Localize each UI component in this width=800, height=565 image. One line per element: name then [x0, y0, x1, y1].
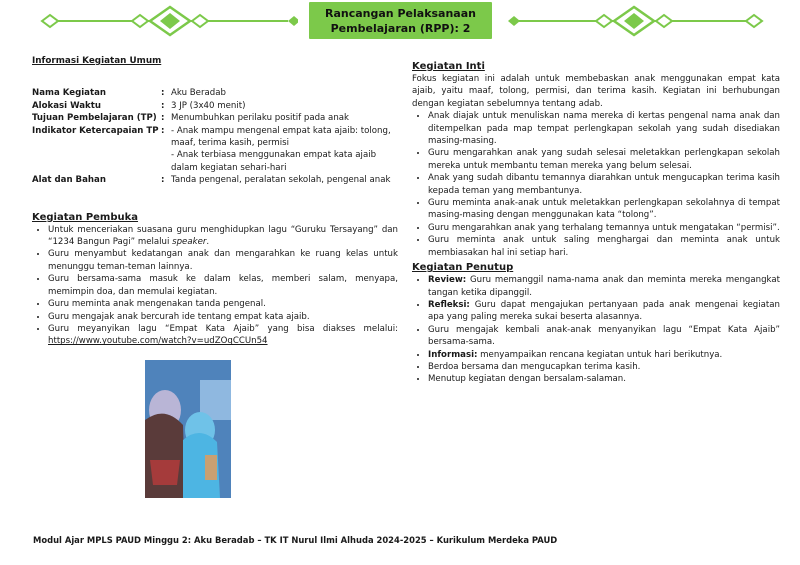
- penutup-list: [412, 274, 780, 386]
- list-item: • Guru mengajak anak bercurah ide tentang empat kata ajaib.: [48, 311, 398, 323]
- info-label: Nama Kegiatan: [32, 88, 106, 99]
- classroom-photo: [145, 360, 231, 498]
- list-item: • Review: Guru memanggil nama-nama anak dan meminta mereka mengangkat tangan ketika dipanggil.: [428, 274, 780, 299]
- list-item: • Informasi: menyampaikan rencana kegiatan untuk hari berikutnya.: [428, 349, 780, 361]
- list-item: • Guru menyambut kedatangan anak dan mengarahkan ke ruang kelas untuk menunggu teman-teman lainnya.: [48, 248, 398, 273]
- title-line-2: Pembelajaran (RPP): 2: [330, 21, 471, 35]
- info-value-2: - Anak terbiasa menggunakan empat kata ajaib dalam kegiatan sehari-hari: [171, 150, 377, 173]
- info-label: Tujuan Pembelajaran (TP): [32, 113, 157, 124]
- right-ornament: [506, 5, 772, 37]
- info-row-tujuan: Tujuan Pembelajaran (TP) : Menumbuhkan perilaku positif pada anak: [32, 112, 398, 124]
- info-value: Aku Beradab: [171, 88, 226, 99]
- penutup-heading: Kegiatan Penutup: [412, 262, 514, 274]
- list-item: • Guru meyanyikan lagu “Empat Kata Ajaib” yang bisa diakses melalui: https://www.youtube.com/watch?v=udZOqCCUn54: [48, 323, 398, 348]
- info-value: Menumbuhkan perilaku positif pada anak: [171, 113, 350, 124]
- list-item: • Untuk menceriakan suasana guru menghidupkan lagu “Guruku Tersayang” dan “1234 Bangun Pagi” melalui speaker.: [48, 224, 398, 249]
- list-item: • Guru meminta anak mengenakan tanda pengenal.: [48, 298, 398, 310]
- list-item: • Guru meminta anak-anak untuk meletakkan perlengkapan sekolahnya di tempat masing-masing dengan menggunakan kata “tolong”.: [428, 197, 780, 222]
- list-item: • Refleksi: Guru dapat mengajukan pertanyaan pada anak mengenai kegiatan apa yang paling mereka sukai beserta alasannya.: [428, 299, 780, 324]
- info-row-alokasi: Alokasi Waktu : 3 JP (3x40 menit): [32, 100, 398, 112]
- info-value: Tanda pengenal, peralatan sekolah, pengenal anak: [171, 175, 391, 186]
- info-row-nama: Nama Kegiatan : Aku Beradab: [32, 87, 398, 99]
- list-item: • Guru mengarahkan anak yang terhalang temannya untuk mengatakan “permisi”.: [428, 222, 780, 234]
- left-ornament: [32, 5, 298, 37]
- info-row-alat: Alat dan Bahan : Tanda pengenal, peralatan sekolah, pengenal anak: [32, 174, 398, 186]
- right-column: [412, 60, 780, 386]
- info-label: Alat dan Bahan: [32, 175, 106, 186]
- list-item: • Guru mengarahkan anak yang sudah selesai meletakkan perlengkapan sekolah mereka untuk membantu teman mereka yang belum selesai.: [428, 147, 780, 172]
- list-item: • Menutup kegiatan dengan bersalam-salaman.: [428, 373, 780, 385]
- inti-intro: Fokus kegiatan ini adalah untuk membebaskan anak menggunakan empat kata ajaib, yaitu maaf, tolong, permisi, dan terima kasih. Kegiatan ini berhubungan dengan kegiatan sebelumnya tentang adab.: [412, 74, 780, 109]
- list-item: • Anak diajak untuk menuliskan nama mereka di kertas pengenal nama anak dan ditempelkan pada map tempat perlengkapan sekolah yang sudah disediakan masing-masing.: [428, 110, 780, 147]
- list-item: • Guru mengajak kembali anak-anak menyanyikan lagu “Empat Kata Ajaib” bersama-sama.: [428, 324, 780, 349]
- list-item: • Anak yang sudah dibantu temannya diarahkan untuk mengucapkan terima kasih kepada teman yang membantunya.: [428, 172, 780, 197]
- title-banner: [309, 2, 492, 39]
- inti-heading: Kegiatan Inti: [412, 61, 485, 72]
- pembuka-list: [32, 224, 398, 348]
- page-footer: Modul Ajar MPLS PAUD Minggu 2: Aku Beradab – TK IT Nurul Ilmi Alhuda 2024-2025 – Kurikulum Merdeka PAUD: [33, 535, 558, 545]
- left-column: [32, 55, 398, 348]
- info-heading: Informasi Kegiatan Umum: [32, 56, 162, 66]
- inti-list: [412, 110, 780, 259]
- info-label: Indikator Ketercapaian TP: [32, 125, 159, 136]
- list-item: • Guru bersama-sama masuk ke dalam kelas, memberi salam, menyapa, memimpin doa, dan memulai kegiatan.: [48, 273, 398, 298]
- list-item: • Guru meminta anak untuk saling menghargai dan meminta anak untuk membiasakan hal ini setiap hari.: [428, 234, 780, 259]
- pembuka-heading: Kegiatan Pembuka: [32, 211, 139, 223]
- info-label: Alokasi Waktu: [32, 100, 101, 111]
- title-line-1: Rancangan Pelaksanaan: [325, 6, 476, 20]
- info-value: - Anak mampu mengenal empat kata ajaib: tolong, maaf, terima kasih, permisi: [171, 125, 391, 149]
- list-item: • Berdoa bersama dan mengucapkan terima kasih.: [428, 361, 780, 373]
- info-row-indikator: Indikator Ketercapaian TP : - Anak mampu mengenal empat kata ajaib: tolong, maaf, terima kasih, permisi - Anak terbiasa menggunakan empat kata ajaib dalam kegiatan sehari-hari: [32, 125, 398, 175]
- song-link[interactable]: https://www.youtube.com/watch?v=udZOqCCUn54: [48, 336, 268, 347]
- info-value: 3 JP (3x40 menit): [171, 100, 246, 111]
